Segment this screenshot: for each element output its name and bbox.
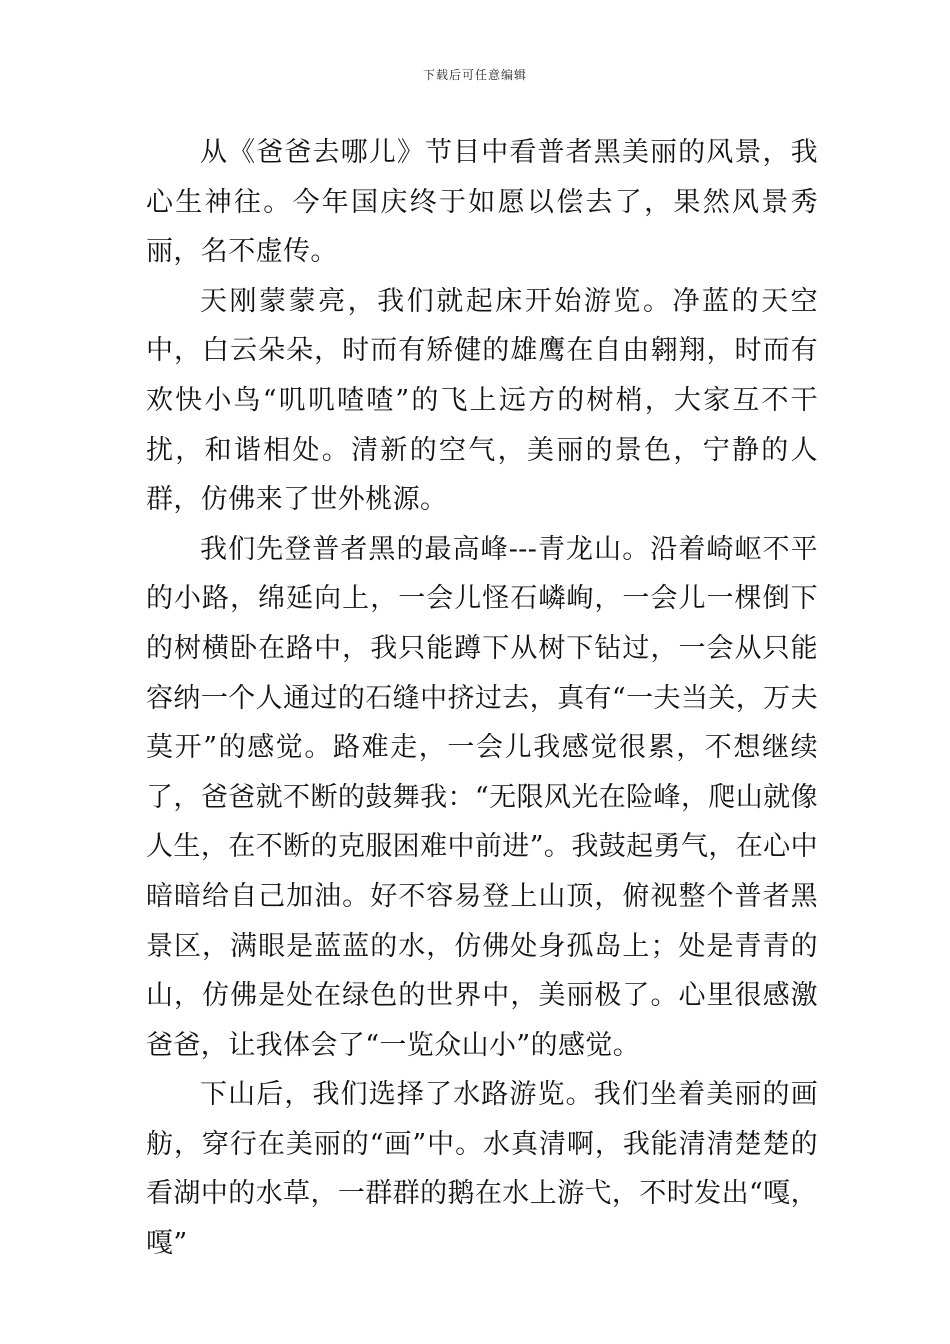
paragraph-2: 天刚蒙蒙亮，我们就起床开始游览。净蓝的天空中，白云朵朵，时而有矫健的雄鹰在自由翱翔，时而有欢快小鸟“叽叽喳喳”的飞上远方的树梢，大家互不干扰，和谐相处。清新的空气，美丽的景色，宁静的人群，仿佛来了世外桃源。 [146,285,818,516]
article-body [146,128,818,1269]
header-note: 下载后可任意编辑 [422,68,527,82]
paragraph-1: 从《爸爸去哪儿》节目中看普者黑美丽的风景，我心生神往。今年国庆终于如愿以偿去了，果然风景秀丽，名不虚传。 [146,137,818,268]
paragraph-4: 下山后，我们选择了水路游览。我们坐着美丽的画舫，穿行在美丽的“画”中。水真清啊，我能清清楚楚的看湖中的水草，一群群的鹅在水上游弋，不时发出“嘎，嘎” [146,1079,818,1260]
paragraph-3: 我们先登普者黑的最高峰---青龙山。沿着崎岖不平的小路，绵延向上，一会儿怪石嶙峋，一会儿一棵倒下的树横卧在路中，我只能蹲下从树下钻过，一会从只能容纳一个人通过的石缝中挤过去，真有“一夫当关，万夫莫开”的感觉。路难走，一会儿我感觉很累，不想继续了，爸爸就不断的鼓舞我：“无限风光在险峰，爬山就像人生，在不断的克服困难中前进”。我鼓起勇气，在心中暗暗给自己加油。好不容易登上山顶，俯视整个普者黑景区，满眼是蓝蓝的水，仿佛处身孤岛上；处是青青的山，仿佛是处在绿色的世界中，美丽极了。心里很感激爸爸，让我体会了“一览众山小”的感觉。 [146,533,818,1061]
